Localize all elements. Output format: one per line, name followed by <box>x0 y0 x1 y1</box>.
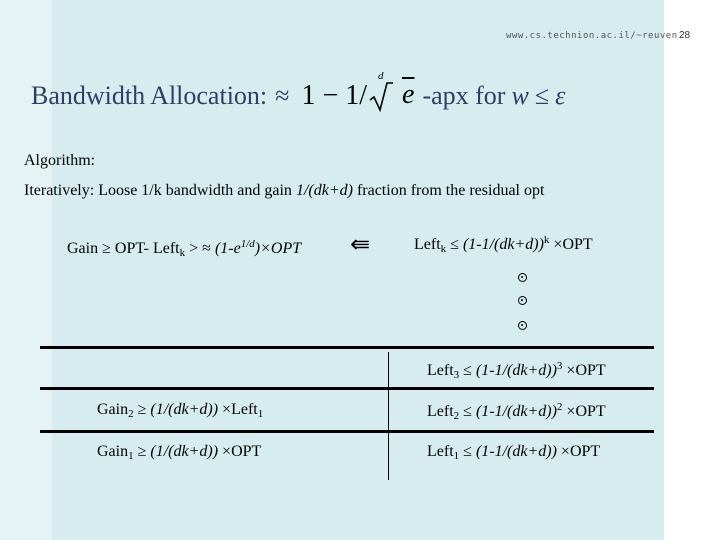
gain-k-subscript: k <box>179 247 186 259</box>
gain-k-approx: ≈ <box>202 240 211 257</box>
left-k-leq: ≤ <box>446 236 463 253</box>
formula-root-base: $\overline{e}$ <box>402 79 415 111</box>
left-3-text: Left <box>427 362 454 379</box>
left-3-exponent: 3 <box>556 360 563 372</box>
left-2-leq: ≤ <box>459 403 476 420</box>
left-k-subscript: k <box>440 243 447 255</box>
left-k-exponent: k <box>543 234 550 246</box>
left-1-subscript: 1 <box>453 450 460 462</box>
left-k-factor: (1-1/(dk+d)) <box>462 236 544 253</box>
left-2-line <box>427 401 606 422</box>
gain-1-geq: ≥ <box>133 443 151 460</box>
left-2-factor: (1-1/(dk+d)) <box>475 403 557 420</box>
title-formula <box>301 70 415 113</box>
left-2-opt: ×OPT <box>562 403 606 420</box>
left-2-subscript: 2 <box>453 410 460 422</box>
divider-top <box>40 346 654 349</box>
left-3-subscript: 3 <box>453 369 460 381</box>
algorithm-line-start: Iteratively: Loose 1/k bandwidth and gain <box>24 182 296 199</box>
divider-lower <box>40 430 654 433</box>
ellipsis-dot-icon <box>518 273 527 282</box>
slide-title <box>31 70 566 114</box>
divider-middle <box>40 387 654 390</box>
gain-1-line <box>97 443 261 462</box>
left-arrow-icon: ⇚ <box>350 232 371 258</box>
title-epsilon: ε <box>555 81 566 110</box>
gain-k-gt: > <box>185 240 203 257</box>
left-1-leq: ≤ <box>459 443 476 460</box>
gain-k-exponent: 1/d <box>240 238 255 250</box>
gain-2-left: ×Left <box>218 401 258 418</box>
title-var-w: w <box>511 81 529 110</box>
left-3-leq: ≤ <box>459 362 476 379</box>
gain-2-line <box>97 401 263 420</box>
gain-2-left-subscript: 1 <box>257 408 264 420</box>
left-k-opt: ×OPT <box>549 236 593 253</box>
ellipsis-dot-icon <box>518 296 527 305</box>
algorithm-line <box>24 182 544 200</box>
gain-1-factor: (1/(dk+d)) <box>150 443 219 460</box>
left-3-opt: ×OPT <box>562 362 606 379</box>
gain-1-subscript: 1 <box>128 450 134 462</box>
gain-2-geq: ≥ <box>133 401 151 418</box>
gain-1-opt: ×OPT <box>218 443 262 460</box>
formula-root <box>369 70 415 113</box>
gain-k-line <box>67 238 301 259</box>
page-number: 28 <box>679 30 691 41</box>
radical-sign-icon <box>369 81 393 113</box>
left-k-text: Left <box>414 236 441 253</box>
title-leq: ≤ <box>534 81 550 110</box>
algorithm-heading: Algorithm: <box>24 152 96 169</box>
title-approx-symbol: ≈ <box>275 81 290 110</box>
left-2-text: Left <box>427 403 454 420</box>
left-2-exponent: 2 <box>556 401 563 413</box>
gain-k-factor: (1-e <box>210 240 241 257</box>
gain-2-subscript: 2 <box>128 408 134 420</box>
left-1-line <box>427 443 600 462</box>
left-1-opt: ×OPT <box>556 443 601 460</box>
algorithm-line-fraction: 1/(dk+d) <box>295 182 353 199</box>
header-url: www.cs.technion.ac.il/~reuven <box>506 31 678 41</box>
left-1-factor: (1-1/(dk+d)) <box>475 443 557 460</box>
gain-k-opt: )×OPT <box>254 240 302 257</box>
left-3-factor: (1-1/(dk+d)) <box>475 362 557 379</box>
algorithm-line-end: fraction from the residual opt <box>352 182 545 199</box>
formula-lead: 1 − 1/ <box>301 79 368 111</box>
title-suffix: -apx for <box>422 81 506 110</box>
left-1-text: Left <box>427 443 454 460</box>
formula-root-index: d <box>378 70 384 83</box>
ellipsis-dot-icon <box>518 321 527 330</box>
gain-2-text: Gain <box>97 401 129 418</box>
gain-k-text: Gain ≥ OPT- Left <box>67 240 180 257</box>
gain-1-text: Gain <box>97 443 129 460</box>
gain-2-factor: (1/(dk+d)) <box>150 401 219 418</box>
column-divider <box>388 352 389 480</box>
title-prefix: Bandwidth Allocation: <box>31 81 268 110</box>
left-3-line <box>427 360 606 381</box>
left-k-line <box>414 234 593 255</box>
